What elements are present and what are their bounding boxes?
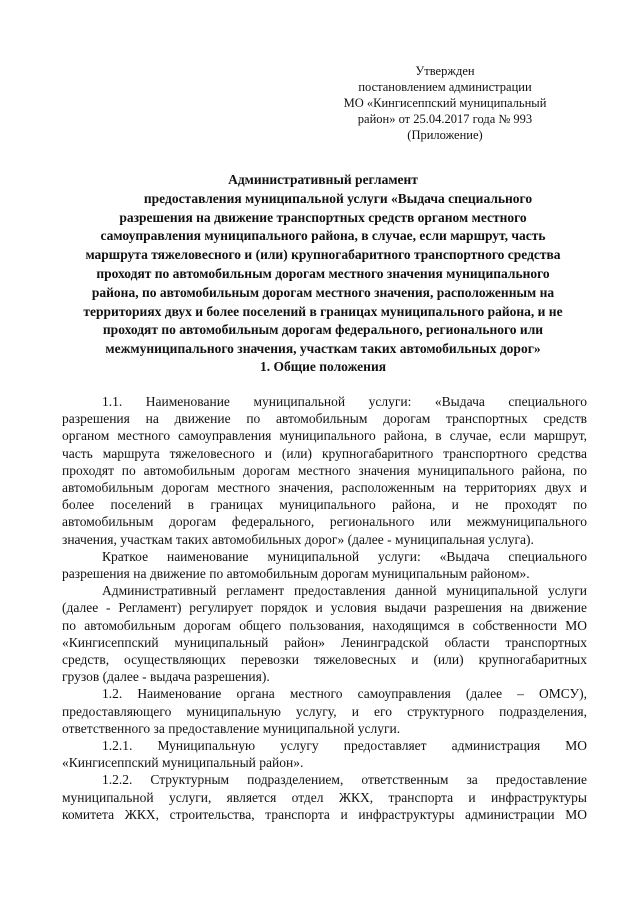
paragraph-line: средств, осуществляющих перевозки тяжеловесных и (или) крупногабаритных xyxy=(62,652,587,668)
title-line: межмуниципального значения, участкам таких автомобильных дорог» xyxy=(105,341,541,357)
paragraph-line: «Кингисеппский муниципальный район» Ленинградской области транспортных xyxy=(62,634,587,650)
approval-line: МО «Кингисеппский муниципальный xyxy=(343,96,547,110)
paragraph-line: (далее - Регламент) регулирует порядок и условия выдачи разрешения на движение xyxy=(62,600,587,616)
paragraph-line: комитета ЖКХ, строительства, транспорта и инфраструктуры администрации МО xyxy=(62,806,587,822)
title-line: проходят по автомобильным дорогам местного значения муниципального xyxy=(96,265,550,281)
title-line: Административный регламент xyxy=(228,172,418,187)
approval-line: (Приложение) xyxy=(407,128,483,142)
title-line: маршрута тяжеловесного и (или) крупногабаритного транспортного средства xyxy=(85,247,561,263)
approval-line: район» от 25.04.2017 года № 993 xyxy=(357,112,533,126)
paragraph-line: муниципальной услуги, является отдел ЖКХ, транспорта и инфраструктуры xyxy=(62,789,587,805)
approval-line: постановлением администрации xyxy=(358,80,532,94)
paragraph-line: Административный регламент предоставления данной муниципальной услуги xyxy=(102,583,587,599)
paragraph-line: более поселений в границах муниципального района, и не проходят по xyxy=(62,497,587,513)
title-line: района, по автомобильным дорогам местного значения, расположенным на xyxy=(91,284,555,300)
paragraph-line: часть маршрута тяжеловесного и (или) крупногабаритного транспортного средства xyxy=(62,445,587,461)
approval-stamp xyxy=(300,63,590,143)
paragraph-line: 1.2.1. Муниципальную услугу предоставляет администрация МО xyxy=(102,738,587,754)
title-line: проходят по автомобильным дорогам федерального, регионального или xyxy=(102,322,544,338)
paragraph-line: предоставляющего муниципальную услугу, и его структурного подразделения, xyxy=(62,703,587,719)
document-body xyxy=(62,393,587,823)
document-title xyxy=(58,171,588,359)
paragraph-line: Краткое наименование муниципальной услуги: «Выдача специального xyxy=(102,548,587,564)
paragraph-line: проходят по автомобильным дорогам местного значения муниципального района, по xyxy=(62,462,587,478)
approval-line: Утвержден xyxy=(415,64,475,78)
paragraph-line: по автомобильным дорогам общего пользования, находящимся в собственности МО xyxy=(62,617,587,633)
paragraph-line: 1.1. Наименование муниципальной услуги: «Выдача специального xyxy=(102,394,587,409)
paragraph-line: грузов (далее - выдача разрешения). xyxy=(62,669,270,685)
paragraph-line: 1.2.2. Структурным подразделением, ответственным за предоставление xyxy=(102,772,587,788)
title-line: предоставления муниципальной услуги «Выдача специального xyxy=(143,190,533,206)
paragraph-line: разрешения на движение по автомобильным дорогам муниципальным районом». xyxy=(62,566,530,582)
paragraph-line: разрешения на движение по автомобильным дорогам транспортных средств xyxy=(62,411,587,427)
paragraph-line: автомобильным дорогам федерального, регионального или межмуниципального xyxy=(62,514,587,530)
paragraph-line: автомобильным дорогам местного значения, расположенным на территориях двух и xyxy=(62,480,587,496)
paragraph-line: 1.2. Наименование органа местного самоуправления (далее – ОМСУ), xyxy=(102,686,587,702)
title-line: разрешения на движение транспортных средств органом местного xyxy=(119,209,527,225)
paragraph-line: «Кингисеппский муниципальный район». xyxy=(62,755,304,771)
title-line: самоуправления муниципального района, в случае, если маршрут, часть xyxy=(100,228,546,244)
paragraph-line: значения, участкам таких автомобильных дорог» (далее - муниципальная услуга). xyxy=(62,531,534,547)
paragraph-line: ответственного за предоставление муниципальной услуги. xyxy=(62,720,401,736)
paragraph-line: органом местного самоуправления муниципального района, в случае, если маршрут, xyxy=(62,428,587,444)
section-heading: 1. Общие положения xyxy=(259,359,387,374)
title-line: территориях двух и более поселений в границах муниципального района, и не xyxy=(83,303,563,319)
